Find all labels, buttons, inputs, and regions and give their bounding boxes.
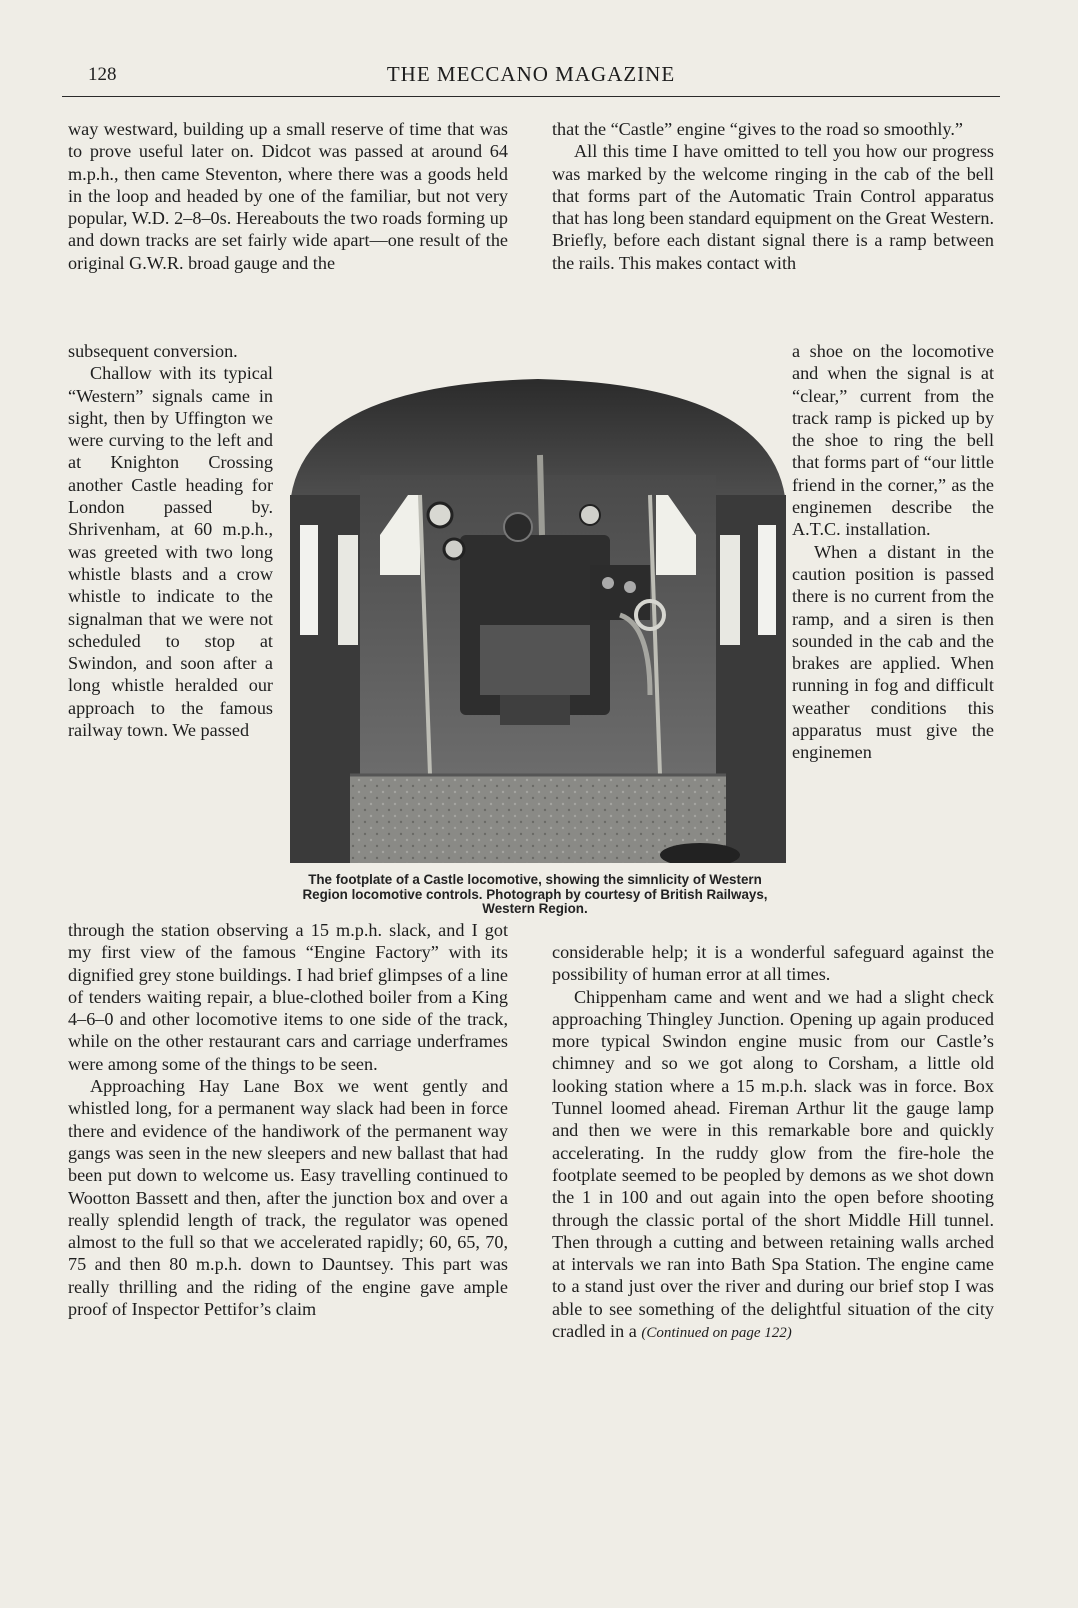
paragraph: that the “Castle” engine “gives to the road so smoothly.” bbox=[552, 119, 963, 139]
paragraph: a shoe on the locomotive and when the signal is at “clear,” current from the track ramp is picked up by the shoe to ring the bell that forms part of “our little friend in the corner,” as the enginemen describe the A.T.C. installation. bbox=[792, 341, 994, 540]
paragraph: Challow with its typical “Western” signals came in sight, then by Uffington we were curving to the left and at Knighton Crossing another Castle heading for London passed by. Shrivenham, at 60 m.p.h., was greeted with two long whistle blasts and a crow whistle to indicate to the signalman that we were not scheduled to stop at Swindon, and soon after a long whistle heralded our approach to the famous railway town. We passed bbox=[68, 363, 273, 741]
paragraph: When a distant in the caution position is passed there is no current from the ramp, and a siren is then sounded in the cab and the brakes are applied. When running in fog and difficult weather conditions this apparatus must give the enginemen bbox=[792, 541, 994, 763]
paragraph: subsequent conversion. bbox=[68, 341, 238, 361]
paragraph bbox=[552, 986, 994, 1345]
right-column-mid bbox=[792, 340, 994, 764]
paragraph: through the station observing a 15 m.p.h. slack, and I got my first view of the famous “Engine Factory” with its dignified grey stone buildings. I had brief glimpses of a line of tenders waiting repair, a blue-clothed boiler from a King 4–6–0 and other locomotive items to one side of the track, while on the other restaurant cars and carriage underframes were among some of the things to be seen. bbox=[68, 920, 508, 1074]
magazine-title: THE MECCANO MAGAZINE bbox=[386, 62, 676, 86]
right-column-bottom bbox=[552, 941, 994, 1344]
photo-caption: The footplate of a Castle locomotive, showing the simnlicity of Western Region locomotive controls. Photograph by courtesy of British Railways, Western Region. bbox=[302, 872, 768, 917]
paragraph: considerable help; it is a wonderful safeguard against the possibility of human error at all times. bbox=[552, 942, 994, 985]
left-column-mid bbox=[68, 340, 273, 741]
page-number: 128 bbox=[88, 64, 117, 85]
left-column-bottom bbox=[68, 919, 508, 1320]
right-column-top bbox=[552, 118, 994, 274]
paragraph: Approaching Hay Lane Box we went gently and whistled long, for a permanent way slack had been in force there and evidence of the handiwork of the permanent way gangs was seen in the new sleepers and new ballast that had been put down to welcome us. Easy travelling continued to Wootton Bassett and then, after the junction box and over a really splendid length of track, the regulator was opened almost to the full so that we accelerated rapidly; 60, 65, 70, 75 and then 80 m.p.h. down to Dauntsey. This part was really thrilling and the riding of the engine gave ample proof of Inspector Pettifor’s claim bbox=[68, 1076, 508, 1320]
paragraph: All this time I have omitted to tell you how our progress was marked by the welcome ringing in the cab of the bell that forms part of the Automatic Train Control apparatus that has long been standard equipment on the Great Western. Briefly, before each distant signal there is a ramp between the rails. This makes contact with bbox=[552, 141, 994, 273]
paragraph: way westward, building up a small reserve of time that was to prove useful later on. Didcot was passed at around 64 m.p.h., then came Steventon, where there was a goods held in the loop and headed by one of the familiar, but not very popular, W.D. 2–8–0s. Hereabouts the two roads forming up and down tracks are set fairly wide apart—one result of the original G.W.R. broad gauge and the bbox=[68, 119, 508, 273]
continued-note: (Continued on page 122) bbox=[641, 1325, 792, 1342]
paragraph-text: Chippenham came and went and we had a slight check approaching Thingley Junction. Opening up again produced more typical Swindon engine music from our Castle’s chimney and so we got along to Corsham, a little old looking station where a 15 m.p.h. slack was in force. Box Tunnel loomed ahead. Fireman Arthur lit the gauge lamp and then we were in this remarkable bore and quickly accelerating. In the ruddy glow from the fire-hole the footplate seemed to be peopled by demons as we shot down the 1 in 100 and out again into the open before shooting through the classic portal of the short Middle Hill tunnel. Then through a cutting and between retaining walls arched at intervals we ran into Bath Spa Station. The engine came to a stand just over the river and during our brief stop I was able to see something of the delightful situation of the city cradled in a bbox=[552, 986, 994, 1342]
left-column-top bbox=[68, 118, 508, 274]
page-header bbox=[62, 60, 1000, 97]
footplate-photo bbox=[290, 375, 786, 863]
